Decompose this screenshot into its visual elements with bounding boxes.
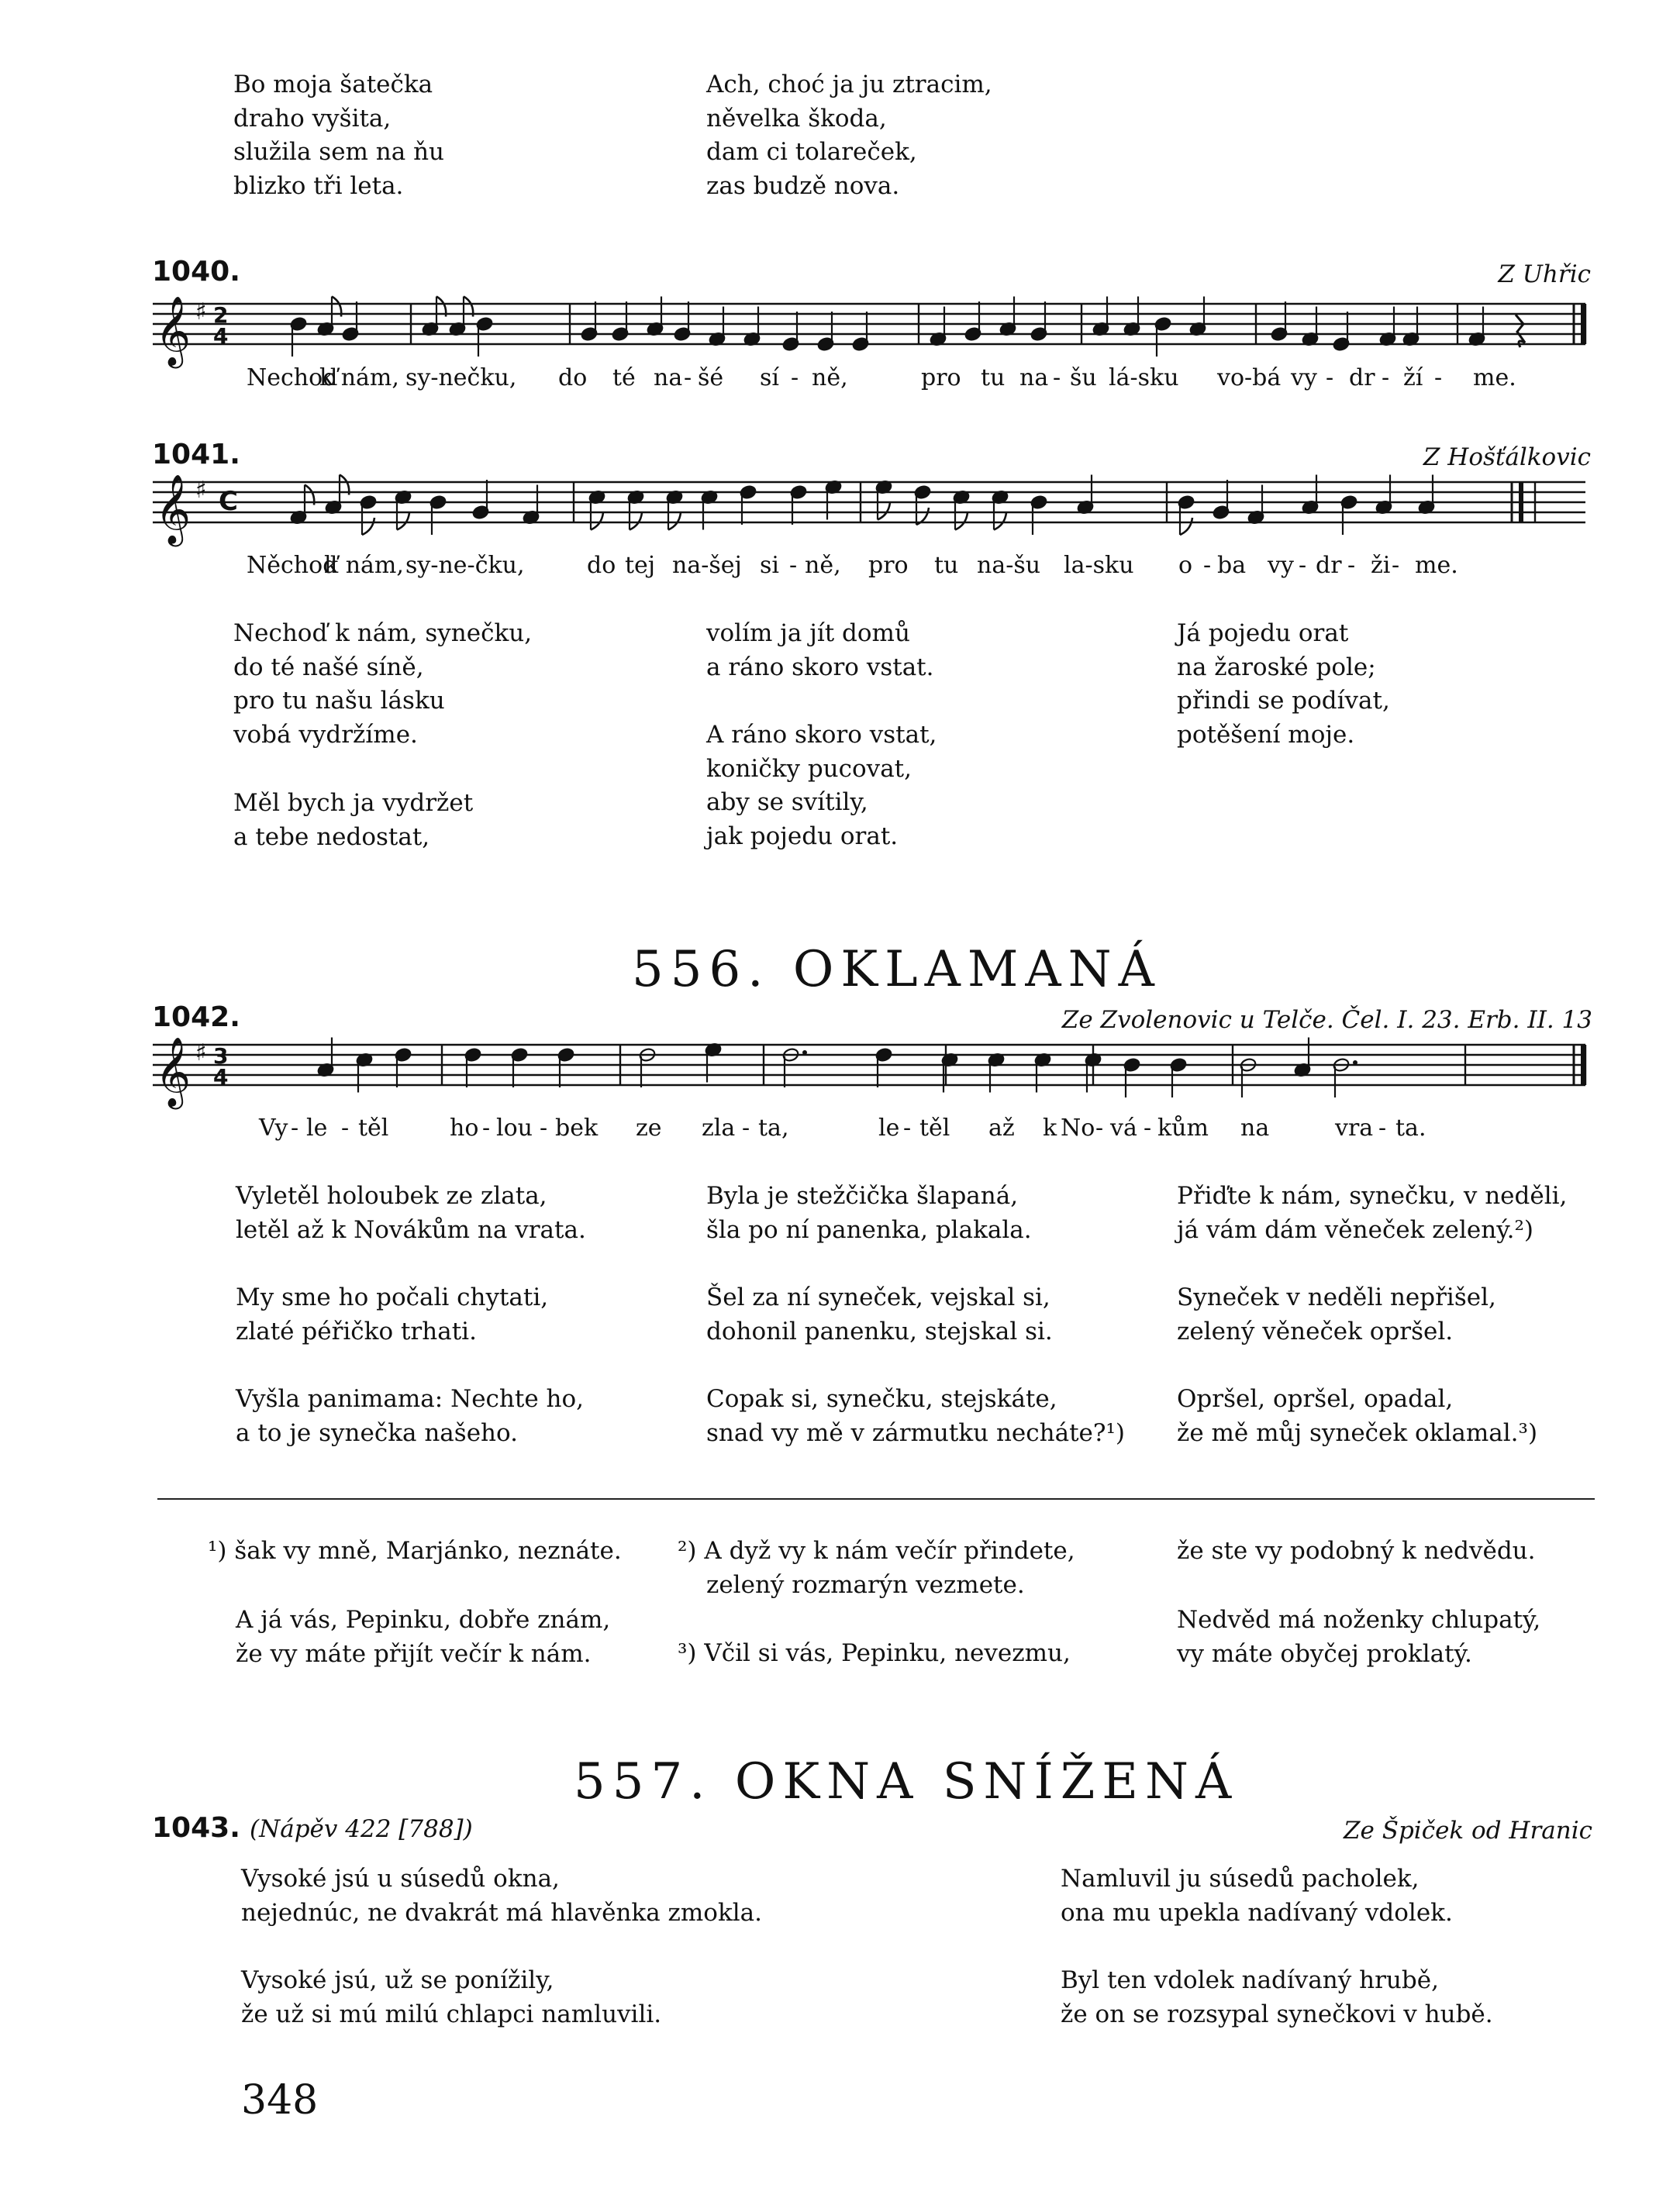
verses-557-r1 xyxy=(1061,1862,1453,1930)
lyric-syllable: ně, xyxy=(812,364,848,391)
verses-556-c3c xyxy=(1177,1383,1537,1450)
staff-lines-1040 xyxy=(153,304,1585,344)
lyric-syllable: la-sku xyxy=(1064,552,1134,579)
verses-556-c2b xyxy=(706,1281,1053,1349)
footnote-3a: ³) Včil si vás, Pepinku, nevezmu, xyxy=(678,1639,1071,1667)
verses-556-c1a xyxy=(236,1180,586,1247)
verse-line: přindi se podívat, xyxy=(1177,687,1390,715)
note-flag xyxy=(1180,518,1192,535)
verse-line: Měl bych ja vydržet xyxy=(233,789,474,817)
lyric-syllable: sí xyxy=(760,364,779,391)
lyric-syllable: té xyxy=(612,364,636,391)
lyric-syllable: - xyxy=(1392,552,1400,579)
note-flag xyxy=(397,513,409,530)
lyric-syllable: zla xyxy=(702,1115,736,1142)
lyric-syllable: bek xyxy=(555,1115,599,1142)
lyric-syllable: k xyxy=(1043,1115,1057,1142)
sharp-icon: ♯ xyxy=(195,298,207,326)
footnote-3b: že ste vy podobný k nedvědu. xyxy=(1177,1537,1536,1565)
lyric-syllable: na-šej xyxy=(672,552,742,579)
verse-line: služila sem na ňu xyxy=(233,138,445,166)
lyric-syllable: ho xyxy=(450,1115,479,1142)
lyric-syllable: - xyxy=(684,364,692,391)
verse-line: draho vyšita, xyxy=(233,104,392,133)
verse-line: blizko tři leta. xyxy=(233,171,404,200)
note-flag xyxy=(878,503,890,520)
verse-line: na žaroské pole; xyxy=(1177,653,1376,681)
verse-line: a tebe nedostat, xyxy=(233,822,430,851)
lyric-syllable: ta. xyxy=(1395,1115,1426,1142)
verse-line: zelený věneček opršel. xyxy=(1177,1317,1454,1345)
lyric-syllable: lá-sku xyxy=(1109,364,1179,391)
lyric-syllable: na-šu xyxy=(977,552,1041,579)
verse-line: A ráno skoro vstat, xyxy=(706,721,937,749)
lyric-syllable: - xyxy=(291,1115,299,1142)
verse-line: vy máte obyčej proklatý. xyxy=(1177,1639,1472,1668)
verse-line: zas budzě nova. xyxy=(706,171,900,200)
verses-556-c1b xyxy=(236,1281,548,1349)
verse-line: dohonil panenku, stejskal si. xyxy=(706,1317,1053,1345)
lyric-syllable: Vy xyxy=(259,1115,288,1142)
verse-line: Vysoké jsú, už se ponížily, xyxy=(241,1966,554,1994)
verse-line: Vyletěl holoubek ze zlata, xyxy=(236,1182,547,1210)
lyric-syllable: - xyxy=(1382,364,1390,391)
verses-556-c3b xyxy=(1177,1281,1496,1349)
lyric-syllable: pro xyxy=(868,552,909,579)
common-time-icon: C xyxy=(219,486,238,517)
verse-line: Byla je stežčička šlapaná, xyxy=(706,1182,1019,1210)
lyric-syllable: tu xyxy=(934,552,959,579)
lyric-syllable: ta, xyxy=(758,1115,789,1142)
verse-line: že vy máte přijít večír k nám. xyxy=(236,1639,592,1668)
song-source-1041: Z Hošťálkovic xyxy=(1423,443,1591,471)
verses-1041-col1b xyxy=(233,787,473,854)
page-number: 348 xyxy=(241,2077,319,2124)
verse-line: že mě můj syneček oklamal.³) xyxy=(1177,1418,1538,1447)
lyric-syllable: k nám, xyxy=(319,364,399,391)
verse-line: Šel za ní syneček, vejskal si, xyxy=(706,1283,1050,1311)
verses-556-c2a xyxy=(706,1180,1032,1247)
verse-line: že už si mú milú chlapci namluvili. xyxy=(241,2000,662,2028)
lyric-syllable: vy xyxy=(1268,552,1294,579)
verse-line: koničky pucovat, xyxy=(706,754,912,783)
verses-556-c2c xyxy=(706,1383,1125,1450)
song-number-1043: 1043. xyxy=(152,1812,240,1844)
verse-line: do té našé síně, xyxy=(233,653,424,681)
verse-line: My sme ho počali chytati, xyxy=(236,1283,549,1311)
verse-line: a ráno skoro vstat. xyxy=(706,653,934,681)
footnote-3c xyxy=(1177,1604,1540,1671)
verse-line: Copak si, synečku, stejskáte, xyxy=(706,1385,1057,1413)
lyric-syllable: tej xyxy=(625,552,656,579)
lyrics-1042 xyxy=(0,1115,1680,1146)
lyric-syllable: - xyxy=(1203,552,1212,579)
verse-line: dam ci tolareček, xyxy=(706,138,917,166)
verse-line: Nedvěd má noženky chlupatý, xyxy=(1177,1606,1541,1634)
time-sig-top: 3 xyxy=(213,1043,229,1069)
note-flag xyxy=(630,513,642,530)
verses-557-l2 xyxy=(241,1964,661,2031)
lyric-syllable: o xyxy=(1178,552,1193,579)
lyric-syllable: do xyxy=(558,364,588,391)
verses-1041-col2b xyxy=(706,718,937,853)
lyric-syllable: ze xyxy=(636,1115,662,1142)
verse-line: Bo moja šatečka xyxy=(233,71,433,98)
lyric-syllable: na xyxy=(1240,1115,1270,1142)
verse-line: ²) A dyž vy k nám večír přindete, xyxy=(678,1537,1075,1565)
verse-line: Já pojedu orat xyxy=(1177,619,1349,647)
sharp-icon: ♯ xyxy=(195,1039,207,1066)
footnote-2 xyxy=(678,1535,1075,1602)
lyric-syllable: do xyxy=(587,552,616,579)
lyric-syllable: vy xyxy=(1291,364,1317,391)
lyric-syllable: si xyxy=(760,552,779,579)
verse-line: Nechoď k nám, synečku, xyxy=(233,619,533,647)
verse-line: jak pojedu orat. xyxy=(706,822,899,850)
time-sig-top: 2 xyxy=(213,302,229,328)
lyric-syllable: Nechoď xyxy=(247,364,338,391)
lyric-syllable: sy-nečku, xyxy=(405,364,517,391)
section-title-557: 557. OKNA SNÍŽENÁ xyxy=(574,1753,1239,1811)
lyric-syllable: - xyxy=(540,1115,548,1142)
verses-556-c3a xyxy=(1177,1180,1567,1247)
time-sig-bottom: 4 xyxy=(213,323,229,349)
lyric-syllable: - xyxy=(1053,364,1061,391)
song-source-1042: Ze Zvolenovic u Telče. Čel. I. 23. Erb. II. 13 xyxy=(1061,1006,1592,1034)
note-flag xyxy=(668,513,681,530)
song-source-1040: Z Uhřic xyxy=(1498,260,1591,288)
verses-1041-col2a xyxy=(706,617,934,684)
verse-line: Opršel, opršel, opadal, xyxy=(1177,1385,1454,1413)
treble-clef-icon: 𝄞 xyxy=(155,474,191,544)
verse-line: něvelka škoda, xyxy=(706,104,887,133)
lyric-syllable: - xyxy=(789,552,798,579)
lyric-syllable: lou xyxy=(496,1115,533,1142)
lyric-syllable: - xyxy=(1347,552,1356,579)
verses-557-l1 xyxy=(241,1862,762,1930)
lyric-syllable: - xyxy=(1326,364,1334,391)
lyric-syllable: dr xyxy=(1316,552,1342,579)
verse-line: letěl až k Novákům na vrata. xyxy=(236,1215,586,1244)
lyric-syllable: me. xyxy=(1473,364,1516,391)
lyric-syllable: - xyxy=(1299,552,1307,579)
lyric-syllable: Něchoď xyxy=(247,552,338,579)
verse-line: snad vy mě v zármutku necháte?¹) xyxy=(706,1418,1126,1447)
lyric-syllable: - xyxy=(1378,1115,1387,1142)
lyric-syllable: dr xyxy=(1349,364,1375,391)
verse-line: A já vás, Pepinku, dobře znám, xyxy=(236,1606,611,1634)
note-flag xyxy=(591,513,603,530)
note-dot xyxy=(1353,1060,1357,1065)
tune-reference: (Nápěv 422 [788]) xyxy=(250,1815,473,1843)
lyrics-1041 xyxy=(0,552,1680,583)
footnote-divider xyxy=(157,1498,1595,1500)
verse-line: šla po ní panenka, plakala. xyxy=(706,1215,1032,1244)
verse-line: a to je synečka našeho. xyxy=(236,1418,518,1447)
note-flag xyxy=(955,513,968,530)
verse-line: zelený rozmarýn vezmete. xyxy=(706,1570,1025,1599)
lyric-syllable: - xyxy=(742,1115,750,1142)
footnote-1b xyxy=(236,1604,610,1671)
lyrics-1040 xyxy=(0,364,1680,395)
lyric-syllable: le xyxy=(878,1115,900,1142)
lyric-syllable: těl xyxy=(919,1115,950,1142)
lyric-syllable: - xyxy=(1144,1115,1152,1142)
song-source-1043: Ze Špiček od Hranic xyxy=(1343,1817,1592,1845)
verse-line: Namluvil ju súsedů pacholek, xyxy=(1061,1865,1420,1893)
lyric-syllable: vra xyxy=(1335,1115,1374,1142)
lyric-syllable: - xyxy=(1095,1115,1104,1142)
song-number-1041: 1041. xyxy=(152,439,240,470)
verse-line: Přiďte k nám, synečku, v neděli, xyxy=(1177,1182,1568,1210)
song-number-1042: 1042. xyxy=(152,1001,240,1033)
verse-line: vobá vydržíme. xyxy=(233,720,418,749)
lyric-syllable: - xyxy=(1434,364,1443,391)
lyric-syllable: le xyxy=(306,1115,328,1142)
lyric-syllable: ně, xyxy=(805,552,841,579)
lyric-syllable: - xyxy=(341,1115,350,1142)
lyric-syllable: sy-ne-čku, xyxy=(405,552,525,579)
lyric-syllable: šu xyxy=(1070,364,1097,391)
verse-line: ona mu upekla nadívaný vdolek. xyxy=(1061,1898,1453,1927)
verse-line: potěšení moje. xyxy=(1177,720,1355,749)
lyric-syllable: šé xyxy=(698,364,724,391)
quarter-rest xyxy=(1516,315,1525,347)
verse-line: Vyšla panimama: Nechte ho, xyxy=(236,1385,585,1413)
note-dot xyxy=(802,1050,807,1055)
verses-557-r2 xyxy=(1061,1964,1493,2031)
lyric-syllable: - xyxy=(791,364,799,391)
verse-line: já vám dám věneček zelený.²) xyxy=(1177,1215,1533,1244)
treble-clef-icon: 𝄞 xyxy=(155,296,191,366)
lyric-syllable: me. xyxy=(1415,552,1458,579)
verses-1041-col3 xyxy=(1177,617,1390,752)
lyric-syllable: vo-bá xyxy=(1217,364,1282,391)
lyric-syllable: na xyxy=(654,364,683,391)
lyric-syllable: - xyxy=(482,1115,491,1142)
verse-line: zlaté péřičko trhati. xyxy=(236,1317,477,1345)
lyric-syllable: pro xyxy=(921,364,961,391)
verse-line: Ach, choć ja ju ztracim, xyxy=(706,71,992,98)
treble-clef-icon: 𝄞 xyxy=(155,1037,191,1107)
lyric-syllable: k nám, xyxy=(324,552,404,579)
verse-line: nejednúc, ne dvakrát má hlavěnka zmokla. xyxy=(241,1898,762,1927)
song-number-1040: 1040. xyxy=(152,256,240,288)
verse-line: volím ja jít domů xyxy=(706,619,910,647)
verse-line: Syneček v neděli nepřišel, xyxy=(1177,1283,1496,1311)
verse-line: aby se svítily, xyxy=(706,788,868,816)
footnote-1a: ¹) šak vy mně, Marjánko, neznáte. xyxy=(208,1537,622,1565)
lyric-syllable: - xyxy=(903,1115,912,1142)
note-flag xyxy=(362,518,374,535)
lyric-syllable: ží xyxy=(1403,364,1423,391)
lyric-syllable: ži xyxy=(1371,552,1391,579)
lyric-syllable: až xyxy=(988,1115,1015,1142)
lyric-syllable: vá xyxy=(1110,1115,1137,1142)
verses-556-c1c xyxy=(236,1383,584,1450)
lyric-syllable: tu xyxy=(981,364,1006,391)
sharp-icon: ♯ xyxy=(195,477,207,504)
verse-line: Vysoké jsú u súsedů okna, xyxy=(241,1865,560,1893)
lyric-syllable: No xyxy=(1061,1115,1095,1142)
lyric-syllable: těl xyxy=(358,1115,389,1142)
verse-line: pro tu našu lásku xyxy=(233,687,445,715)
lyric-syllable: na xyxy=(1019,364,1049,391)
time-sig-bottom: 4 xyxy=(213,1064,229,1090)
verse-line: že on se rozsypal synečkovi v hubě. xyxy=(1061,2000,1493,2028)
lyric-syllable: ba xyxy=(1217,552,1247,579)
verses-1041-col1a xyxy=(233,617,532,752)
note-flag xyxy=(994,513,1006,530)
section-title-556: 556. OKLAMANÁ xyxy=(632,941,1161,998)
lyric-syllable: kům xyxy=(1157,1115,1209,1142)
verse-line: Byl ten vdolek nadívaný hrubě, xyxy=(1061,1966,1439,1994)
